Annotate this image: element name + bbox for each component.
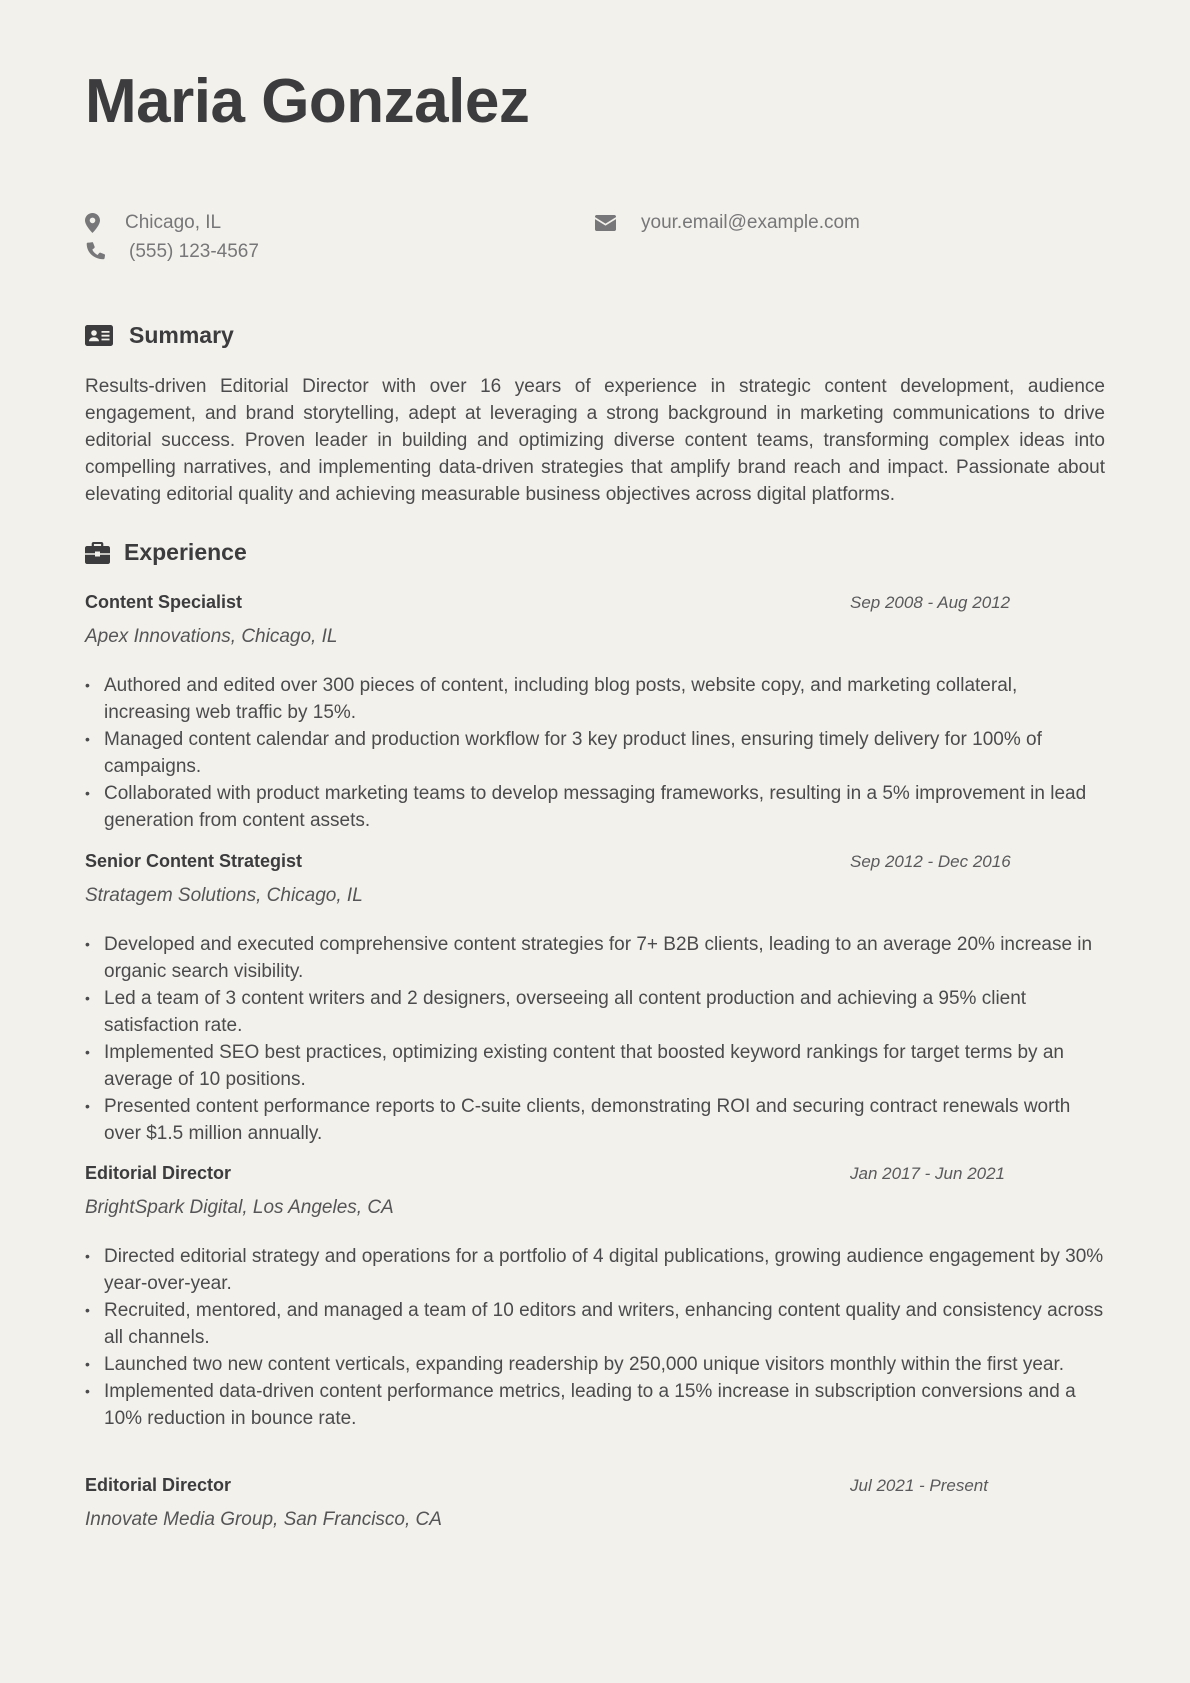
job-company: BrightSpark Digital, Los Angeles, CA [85,1197,394,1218]
contact-email [595,212,860,234]
job-dates: Jan 2017 - Jun 2021 [850,1164,1006,1183]
summary-text: Results-driven Editorial Director with over 16 years of experience in strategic content development, audience engagement, and brand storytelling, adept at leveraging a strong background in marketing communications to drive editorial success. Proven leader in building and optimizing diverse content teams, transforming complex ideas into compelling narratives, and implementing data-driven strategies that amplify brand reach and impact. Passionate about elevating editorial quality and achieving measurable business objectives across digital platforms. [85,376,1105,505]
job-bullet: • Presented content performance reports to C-suite clients, demonstrating ROI and securing contract renewals worth over $1.5 million annually. [85,1093,1105,1147]
contact-location [85,212,221,234]
job-bullets [85,931,1105,1147]
job-company: Stratagem Solutions, Chicago, IL [85,885,363,906]
briefcase-icon [85,542,110,564]
job-title: Editorial Director [85,1163,232,1183]
summary-title: Summary [129,322,234,348]
job-company: Innovate Media Group, San Francisco, CA [85,1509,442,1530]
phone-text: (555) 123-4567 [129,241,259,262]
job-bullet: • Developed and executed comprehensive content strategies for 7+ B2B clients, leading to an average 20% increase in organic search visibility. [85,931,1105,985]
id-card-icon [85,325,113,346]
contact-phone [85,241,259,263]
job-bullet: • Managed content calendar and production workflow for 3 key product lines, ensuring timely delivery for 100% of campaigns. [85,726,1105,780]
job-bullet: • Collaborated with product marketing teams to develop messaging frameworks, resulting in a 5% improvement in lead generation from content assets. [85,780,1105,834]
envelope-icon [595,212,617,234]
location-text: Chicago, IL [125,212,222,233]
job-bullet: • Implemented data-driven content performance metrics, leading to a 15% increase in subscription conversions and a 10% reduction in bounce rate. [85,1378,1105,1432]
job-title: Content Specialist [85,592,243,612]
experience-title: Experience [124,539,247,565]
job-title: Editorial Director [85,1475,232,1495]
candidate-name: Maria Gonzalez [85,67,530,136]
job-dates: Jul 2021 - Present [850,1476,988,1495]
job-bullet: • Launched two new content verticals, expanding readership by 250,000 unique visitors monthly within the first year. [85,1351,1105,1378]
summary-heading [85,322,234,349]
email-text: your.email@example.com [641,212,860,233]
job-bullet: • Authored and edited over 300 pieces of content, including blog posts, website copy, and marketing collateral, increasing web traffic by 15%. [85,672,1105,726]
job-title: Senior Content Strategist [85,851,303,871]
phone-icon [85,241,107,263]
job-bullet: • Directed editorial strategy and operations for a portfolio of 4 digital publications, growing audience engagement by 30% year-over-year. [85,1243,1105,1297]
job-company: Apex Innovations, Chicago, IL [85,626,338,647]
job-bullets [85,672,1105,834]
job-dates: Sep 2012 - Dec 2016 [850,852,1011,871]
job-bullets [85,1243,1105,1432]
job-bullet: • Implemented SEO best practices, optimizing existing content that boosted keyword rankings for target terms by an average of 10 positions. [85,1039,1105,1093]
map-marker-icon [85,212,107,234]
job-dates: Sep 2008 - Aug 2012 [850,593,1011,612]
job-bullet: • Recruited, mentored, and managed a team of 10 editors and writers, enhancing content quality and consistency across all channels. [85,1297,1105,1351]
experience-heading [85,539,247,566]
job-bullet: • Led a team of 3 content writers and 2 designers, overseeing all content production and achieving a 95% client satisfaction rate. [85,985,1105,1039]
